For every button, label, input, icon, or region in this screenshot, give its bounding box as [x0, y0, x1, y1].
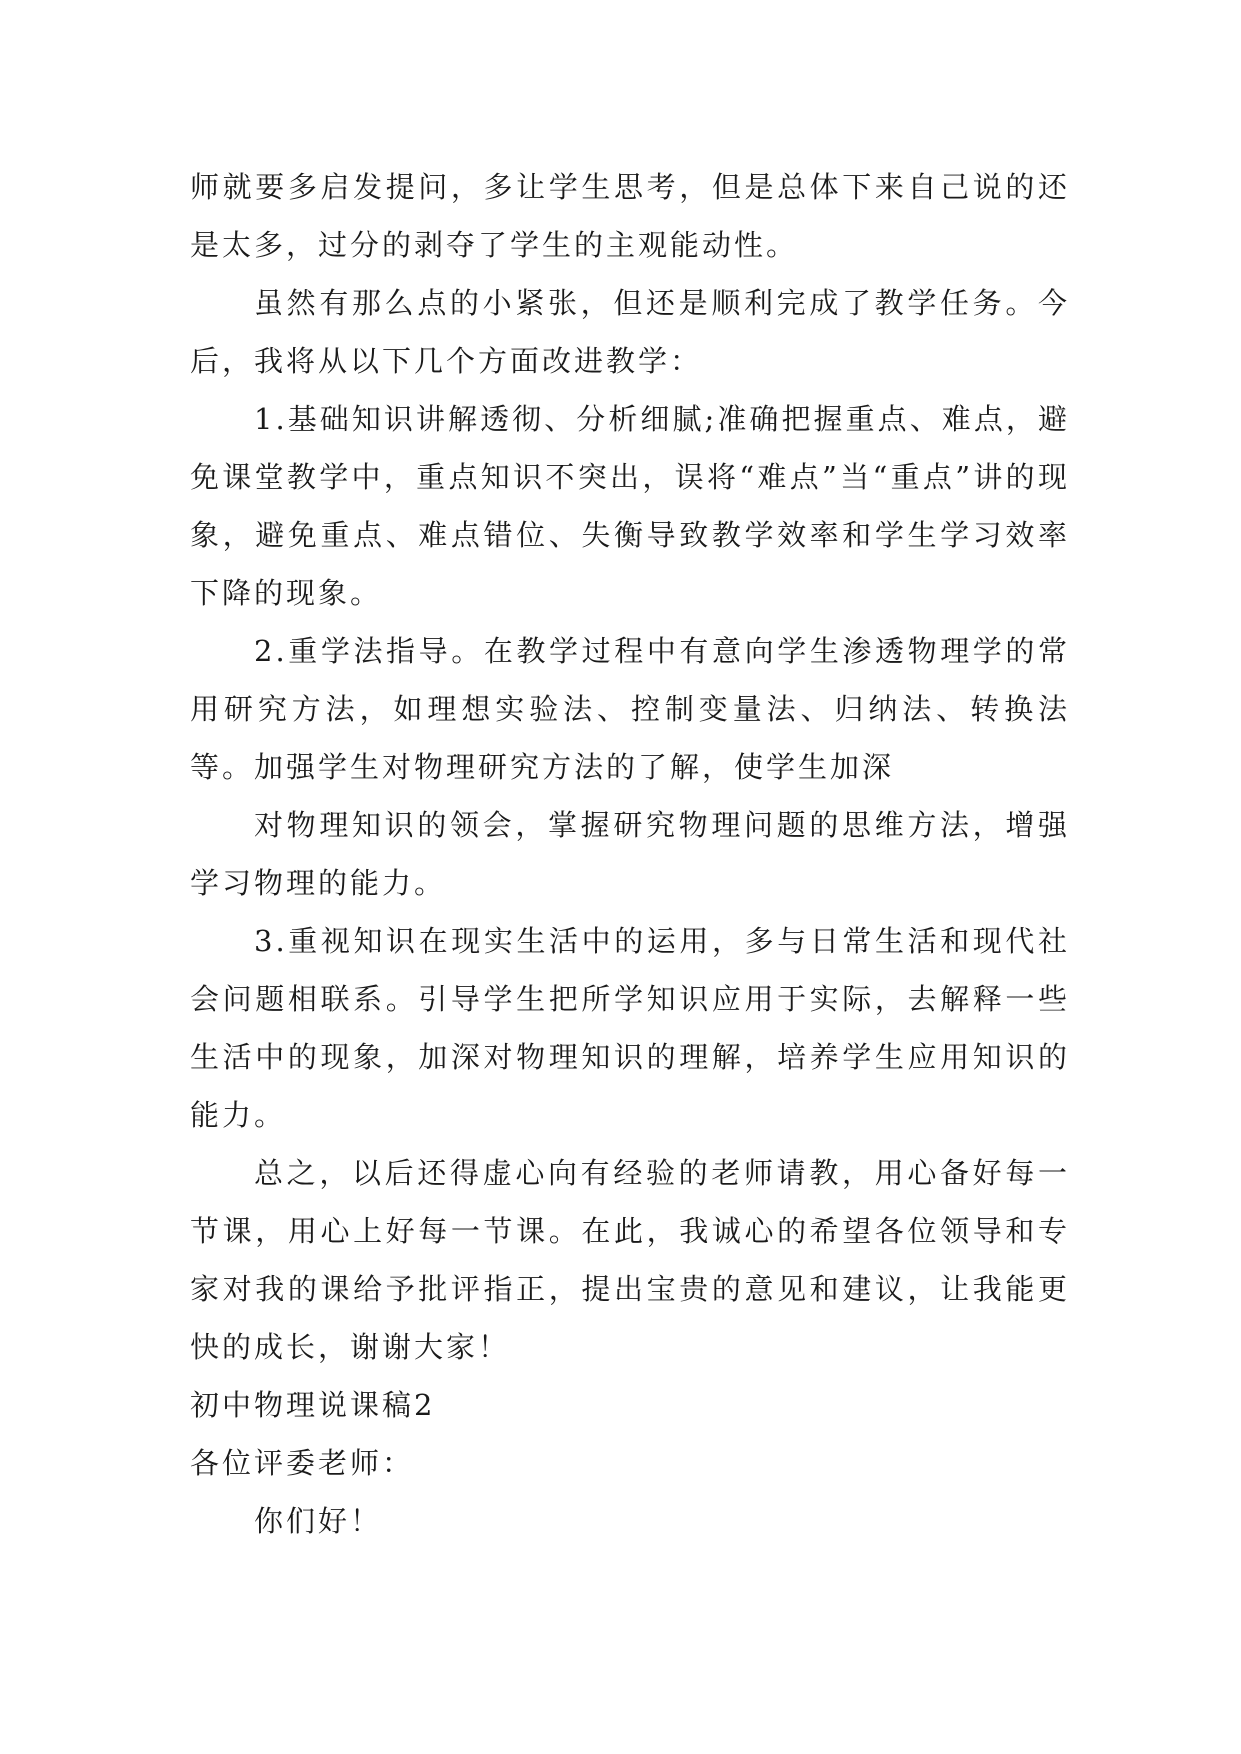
paragraph-1: 师就要多启发提问，多让学生思考，但是总体下来自己说的还是太多，过分的剥夺了学生的主观能动性。 [190, 170, 1070, 262]
section-title: 初中物理说课稿2 [190, 1388, 436, 1422]
paragraph-2: 虽然有那么点的小紧张，但还是顺利完成了教学任务。今后，我将从以下几个方面改进教学： [190, 286, 1070, 378]
document-body [190, 158, 1070, 1550]
paragraph-6: 3.重视知识在现实生活中的运用，多与日常生活和现代社会问题相联系。引导学生把所学知识应用于实际，去解释一些生活中的现象，加深对物理知识的理解，培养学生应用知识的能力。 [190, 924, 1070, 1132]
paragraph-4: 2.重学法指导。在教学过程中有意向学生渗透物理学的常用研究方法，如理想实验法、控制变量法、归纳法、转换法等。加强学生对物理研究方法的了解，使学生加深 [190, 634, 1070, 784]
paragraph-3: 1.基础知识讲解透彻、分析细腻;准确把握重点、难点，避免课堂教学中，重点知识不突出，误将“难点”当“重点”讲的现象，避免重点、难点错位、失衡导致教学效率和学生学习效率下降的现象。 [190, 402, 1070, 610]
paragraph-5: 对物理知识的领会，掌握研究物理问题的思维方法，增强学习物理的能力。 [190, 808, 1070, 900]
salutation: 各位评委老师： [190, 1446, 415, 1480]
greeting: 你们好！ [254, 1504, 383, 1538]
paragraph-7: 总之，以后还得虚心向有经验的老师请教，用心备好每一节课，用心上好每一节课。在此，我诚心的希望各位领导和专家对我的课给予批评指正，提出宝贵的意见和建议，让我能更快的成长，谢谢大家！ [190, 1156, 1070, 1364]
